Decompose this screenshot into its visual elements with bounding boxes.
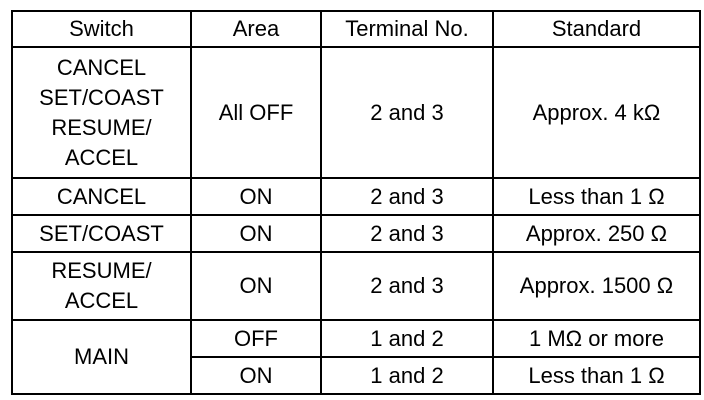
header-area: Area — [191, 11, 321, 47]
header-standard: Standard — [493, 11, 700, 47]
header-terminal-no: Terminal No. — [321, 11, 493, 47]
area-cell: All OFF — [191, 47, 321, 178]
terminal-cell: 2 and 3 — [321, 215, 493, 252]
standard-cell: Less than 1 Ω — [493, 178, 700, 215]
switch-cell — [12, 47, 191, 178]
standard-cell: Approx. 4 kΩ — [493, 47, 700, 178]
table-row — [12, 320, 700, 357]
switch-inspection-table-container — [11, 10, 701, 395]
switch-cell — [12, 252, 191, 320]
terminal-cell: 2 and 3 — [321, 178, 493, 215]
area-cell: ON — [191, 357, 321, 394]
standard-cell: Approx. 250 Ω — [493, 215, 700, 252]
table-row — [12, 252, 700, 320]
header-switch: Switch — [12, 11, 191, 47]
switch-line: CANCEL — [56, 54, 147, 80]
terminal-cell: 2 and 3 — [321, 47, 493, 178]
switch-line: RESUME/ — [51, 258, 152, 283]
terminal-cell: 1 and 2 — [321, 357, 493, 394]
table-row — [12, 178, 700, 215]
switch-line: SET/COAST — [39, 84, 164, 110]
switch-cell-main: MAIN — [12, 320, 191, 394]
area-cell: ON — [191, 178, 321, 215]
standard-cell: Approx. 1500 Ω — [493, 252, 700, 320]
standard-cell: Less than 1 Ω — [493, 357, 700, 394]
area-cell: ON — [191, 252, 321, 320]
table-row — [12, 47, 700, 178]
table-row — [12, 215, 700, 252]
standard-cell: 1 MΩ or more — [493, 320, 700, 357]
switch-line: ACCEL — [64, 144, 139, 170]
area-cell: OFF — [191, 320, 321, 357]
switch-inspection-table — [11, 10, 701, 395]
header-row — [12, 11, 700, 47]
area-cell: ON — [191, 215, 321, 252]
switch-line: ACCEL — [64, 288, 139, 313]
terminal-cell: 1 and 2 — [321, 320, 493, 357]
terminal-cell: 2 and 3 — [321, 252, 493, 320]
switch-cell: SET/COAST — [12, 215, 191, 252]
switch-line: RESUME/ — [51, 114, 152, 140]
switch-cell: CANCEL — [12, 178, 191, 215]
